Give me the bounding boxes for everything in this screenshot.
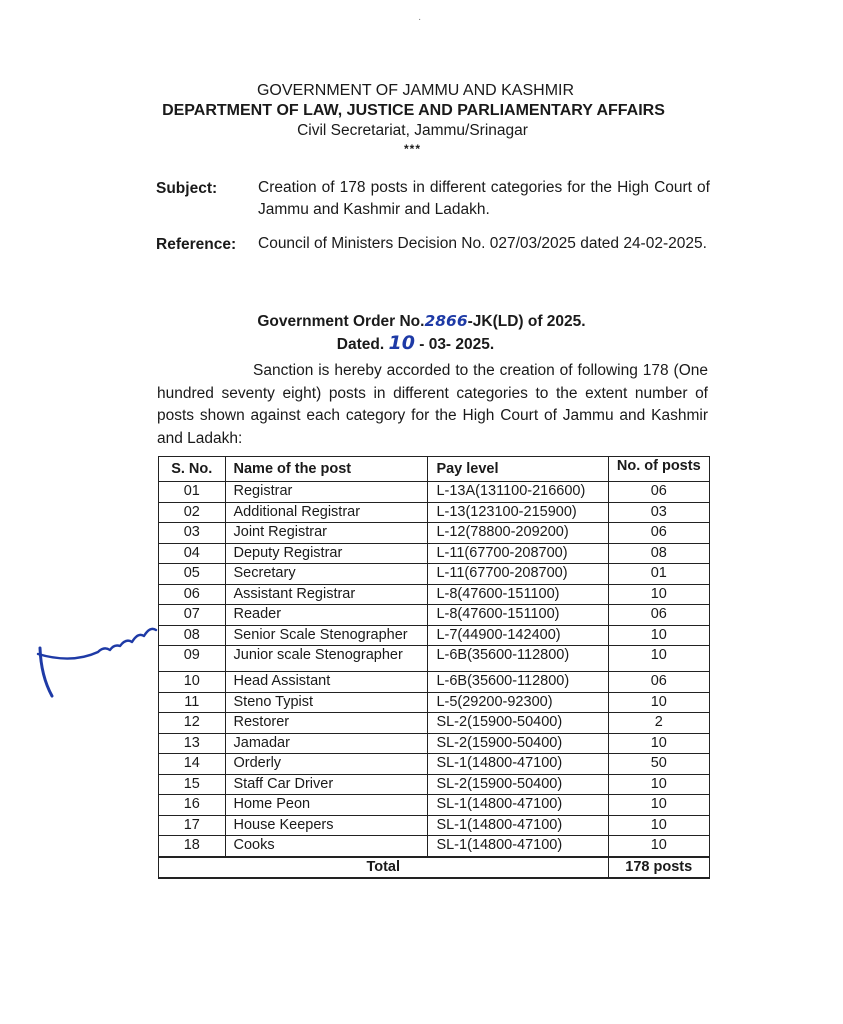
table-row [159,502,710,523]
table-row [159,605,710,626]
total-value: 178 posts [608,857,709,879]
cell-pay-level: SL-1(14800-47100) [428,815,608,836]
cell-no-of-posts: 2 [608,713,709,734]
table-row [159,482,710,503]
cell-no-of-posts: 10 [608,815,709,836]
table-row [159,815,710,836]
table-row [159,692,710,713]
cell-pay-level: L-13A(131100-216600) [428,482,608,503]
total-label: Total [159,857,609,879]
cell-pay-level: L-12(78800-209200) [428,523,608,544]
cell-sno: 16 [159,795,226,816]
cell-sno: 17 [159,815,226,836]
cell-no-of-posts: 06 [608,523,709,544]
table-row [159,733,710,754]
cell-no-of-posts: 01 [608,564,709,585]
cell-post-name: Staff Car Driver [225,774,428,795]
cell-pay-level: L-6B(35600-112800) [428,672,608,693]
table-row [159,646,710,672]
cell-sno: 01 [159,482,226,503]
office-address: Civil Secretariat, Jammu/Srinagar [297,122,528,139]
table-row [159,754,710,775]
cell-sno: 02 [159,502,226,523]
cell-no-of-posts: 10 [608,625,709,646]
cell-no-of-posts: 08 [608,543,709,564]
cell-post-name: Assistant Registrar [225,584,428,605]
cell-no-of-posts: 06 [608,482,709,503]
cell-post-name: Restorer [225,713,428,734]
table-row [159,523,710,544]
subject-text: Creation of 178 posts in different categories for the High Court of Jammu and Kashmir and Ladakh. [258,179,710,218]
cell-sno: 07 [159,605,226,626]
cell-post-name: Registrar [225,482,428,503]
table-row [159,713,710,734]
cell-pay-level: L-8(47600-151100) [428,605,608,626]
cell-sno: 04 [159,543,226,564]
cell-post-name: Secretary [225,564,428,585]
cell-pay-level: L-7(44900-142400) [428,625,608,646]
cell-pay-level: SL-1(14800-47100) [428,836,608,857]
cell-pay-level: SL-2(15900-50400) [428,733,608,754]
cell-post-name: Reader [225,605,428,626]
header-sno: S. No. [159,457,226,482]
cell-post-name: Deputy Registrar [225,543,428,564]
cell-post-name: Junior scale Stenographer [225,646,428,672]
handwritten-initials-signature [32,606,162,706]
dated-label: Dated. [336,336,385,353]
cell-post-name: Cooks [225,836,428,857]
handwritten-order-number: 2866 [424,312,468,330]
cell-sno: 14 [159,754,226,775]
cell-sno: 06 [159,584,226,605]
sanction-paragraph: Sanction is hereby accorded to the creation of following 178 (One hundred seventy eight) posts in different categories to the extent number of posts shown against each category for the High Court of Jammu and Kashmir and Ladakh: [157,362,708,447]
cell-pay-level: SL-2(15900-50400) [428,713,608,734]
govt-heading: GOVERNMENT OF JAMMU AND KASHMIR [256,82,575,99]
cell-pay-level: L-5(29200-92300) [428,692,608,713]
cell-pay-level: L-8(47600-151100) [428,584,608,605]
cell-no-of-posts: 03 [608,502,709,523]
cell-no-of-posts: 50 [608,754,709,775]
cell-post-name: Head Assistant [225,672,428,693]
cell-no-of-posts: 06 [608,672,709,693]
cell-no-of-posts: 10 [608,774,709,795]
cell-post-name: Orderly [225,754,428,775]
table-row [159,625,710,646]
order-date-line [0,332,837,354]
cell-sno: 13 [159,733,226,754]
cell-sno: 08 [159,625,226,646]
order-number-line [0,312,843,331]
header-no-of-posts: No. of posts [608,457,709,482]
cell-post-name: Jamadar [225,733,428,754]
date-rest: - 03- 2025. [414,336,495,353]
cell-post-name: House Keepers [225,815,428,836]
cell-no-of-posts: 10 [608,692,709,713]
posts-table [158,456,710,879]
table-header-row [159,457,710,482]
table-row [159,672,710,693]
cell-pay-level: L-6B(35600-112800) [428,646,608,672]
cell-post-name: Additional Registrar [225,502,428,523]
header-pay-level: Pay level [428,457,608,482]
table-row [159,564,710,585]
table-row [159,836,710,857]
cell-no-of-posts: 10 [608,733,709,754]
cell-pay-level: L-11(67700-208700) [428,564,608,585]
cell-pay-level: L-11(67700-208700) [428,543,608,564]
cell-no-of-posts: 10 [608,795,709,816]
cell-no-of-posts: 06 [608,605,709,626]
subject-label: Subject: [156,180,218,197]
reference-label: Reference: [156,236,237,253]
table-row [159,584,710,605]
cell-sno: 03 [159,523,226,544]
cell-sno: 15 [159,774,226,795]
table-row [159,774,710,795]
cell-pay-level: SL-2(15900-50400) [428,774,608,795]
reference-text: Council of Ministers Decision No. 027/03/2025 dated 24-02-2025. [258,235,707,252]
cell-sno: 05 [159,564,226,585]
order-suffix: -JK(LD) of 2025. [467,313,586,330]
cell-no-of-posts: 10 [608,584,709,605]
cell-post-name: Steno Typist [225,692,428,713]
cell-pay-level: SL-1(14800-47100) [428,754,608,775]
separator-stars: *** [403,142,421,156]
cell-post-name: Home Peon [225,795,428,816]
cell-no-of-posts: 10 [608,646,709,672]
cell-post-name: Joint Registrar [225,523,428,544]
cell-pay-level: L-13(123100-215900) [428,502,608,523]
table-row [159,543,710,564]
cell-sno: 10 [159,672,226,693]
cell-sno: 11 [159,692,226,713]
cell-no-of-posts: 10 [608,836,709,857]
cell-pay-level: SL-1(14800-47100) [428,795,608,816]
order-prefix: Government Order No. [257,313,425,330]
scan-speck: · [418,14,422,25]
table-row [159,795,710,816]
cell-sno: 12 [159,713,226,734]
handwritten-day: 10 [388,332,415,354]
total-row [159,857,710,879]
cell-sno: 09 [159,646,226,672]
cell-post-name: Senior Scale Stenographer [225,625,428,646]
header-post-name: Name of the post [225,457,428,482]
department-heading: DEPARTMENT OF LAW, JUSTICE AND PARLIAMENTARY AFFAIRS [162,102,665,119]
cell-sno: 18 [159,836,226,857]
